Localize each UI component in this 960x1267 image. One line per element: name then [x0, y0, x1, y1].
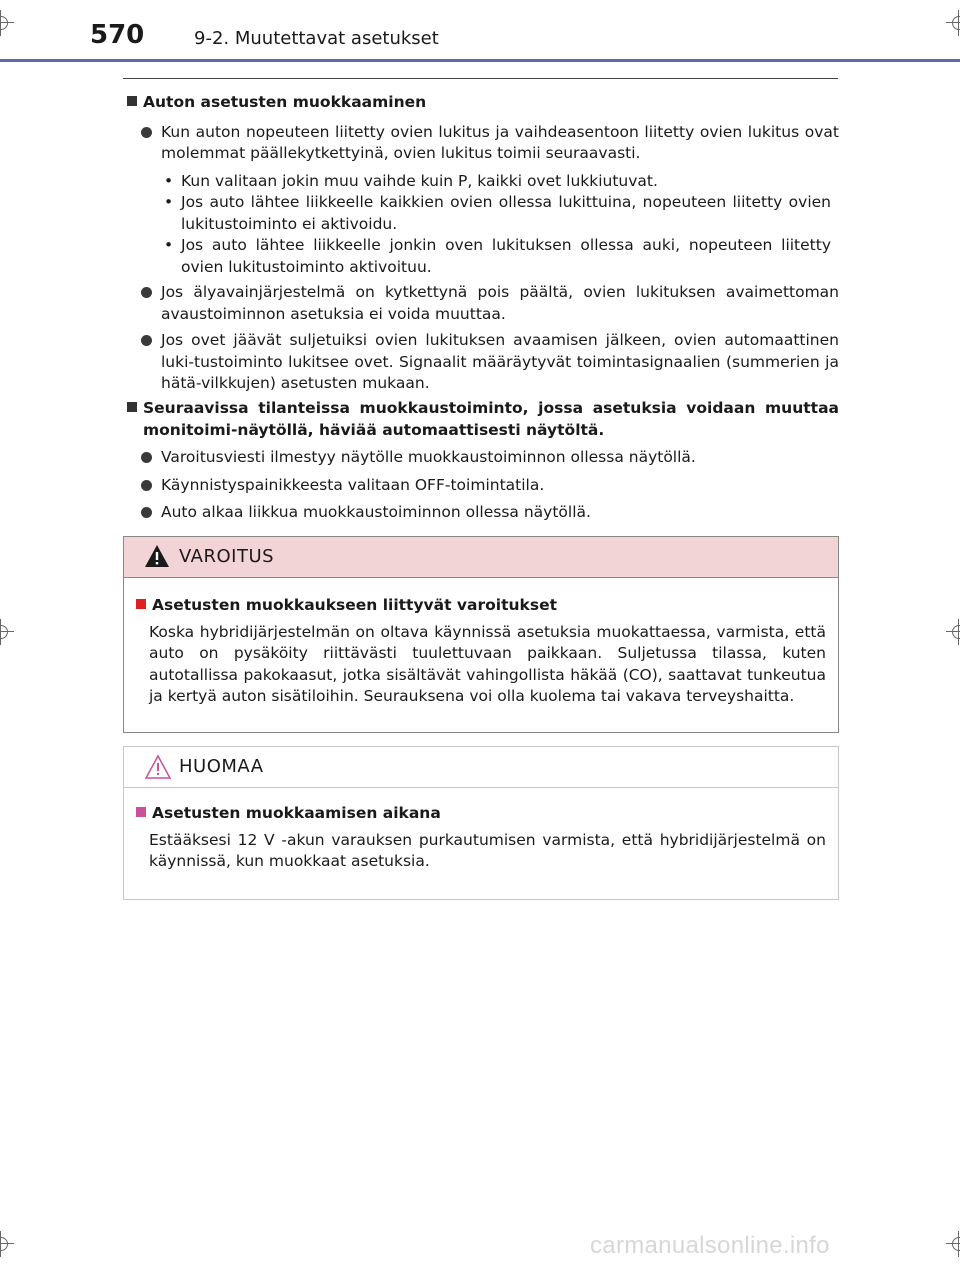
section-1-bullet-1: Kun auton nopeuteen liitetty ovien lukitus ja vaihdeasentoon liitetty ovien lukitus ovat molemmat päällekytkettyinä, ovien lukitus toimii seuraavasti.: [141, 122, 839, 165]
sublist-item-2: • Jos auto lähtee liikkeelle kaikkien ovien ollessa lukittuina, nopeuteen liitetty ovien lukitustoiminto ei aktivoidu.: [164, 193, 831, 233]
round-bullet-icon: [141, 480, 152, 491]
notice-body: [136, 803, 826, 873]
section-2-heading: Seuraavissa tilanteissa muokkaustoiminto, jossa asetuksia voidaan muuttaa monitoimi-näytöllä, häviää automaattisesti näytöltä.: [127, 398, 839, 441]
notice-box-header: [124, 747, 838, 788]
section-2-bullet-3: Auto alkaa liikkua muokkaustoiminnon ollessa näytöllä.: [141, 502, 839, 524]
watermark: carmanualsonline.info: [590, 1232, 830, 1259]
section-1-sublist: [161, 171, 831, 279]
warning-triangle-icon: [144, 544, 170, 568]
section-2-bullet-2: Käynnistyspainikkeesta valitaan OFF-toimintatila.: [141, 475, 839, 497]
registration-mark-bottom-right: [946, 1231, 960, 1257]
notice-triangle-icon: [144, 754, 172, 780]
registration-mark-bottom-left: [0, 1231, 14, 1257]
section-1-heading: Auton asetusten muokkaaminen: [127, 92, 839, 114]
square-bullet-icon: [127, 402, 137, 412]
section-1: [127, 92, 839, 395]
sublist-item-3: • Jos auto lähtee liikkeelle jonkin oven lukituksen ollessa auki, nopeuteen liitetty ovien lukitustoiminto aktivoituu.: [164, 236, 831, 276]
header-rule: [0, 59, 960, 62]
section-2-bullet-1: Varoitusviesti ilmestyy näytölle muokkaustoiminnon ollessa näytöllä.: [141, 447, 839, 469]
warning-box: [123, 536, 839, 733]
square-bullet-icon: [127, 96, 137, 106]
round-bullet-icon: [141, 127, 152, 138]
square-bullet-icon: [136, 807, 146, 817]
warning-body: [136, 595, 826, 708]
content-top-rule: [123, 78, 838, 79]
section-2: [127, 398, 839, 524]
round-bullet-icon: [141, 452, 152, 463]
sublist-item-1: • Kun valitaan jokin muu vaihde kuin P, kaikki ovet lukkiutuvat.: [164, 171, 658, 190]
registration-mark-top-left: [0, 10, 14, 36]
notice-heading: Asetusten muokkaamisen aikana: [136, 803, 826, 825]
notice-text: Estääksesi 12 V -akun varauksen purkautumisen varmista, että hybridijärjestelmä on käynnissä, kun muokkaat asetuksia.: [149, 830, 826, 870]
registration-mark-mid-left: [0, 619, 14, 645]
warning-label: VAROITUS: [179, 546, 275, 567]
round-bullet-icon: [141, 335, 152, 346]
round-bullet-icon: [141, 287, 152, 298]
round-bullet-icon: [141, 507, 152, 518]
warning-text: Koska hybridijärjestelmän on oltava käynnissä asetuksia muokattaessa, varmista, että auto on pysäköity riittävästi tuulettuvaan paikkaan. Suljetussa tilassa, kuten autotallissa pakokaasut, jotka sisältävät vahingollista häkää (CO), saattavat tunkeutua ja kertyä auton sisätiloihin. Seurauksena voi olla kuolema tai vakava terveyshaitta.: [149, 622, 826, 705]
warning-heading: Asetusten muokkaukseen liittyvät varoitukset: [136, 595, 826, 617]
section-1-bullet-2: Jos älyavainjärjestelmä on kytkettynä pois päältä, ovien lukituksen avaimettoman avaustoiminnon asetuksia ei voida muuttaa.: [141, 282, 839, 325]
warning-box-header: [124, 537, 838, 578]
notice-label: HUOMAA: [179, 756, 264, 777]
square-bullet-icon: [136, 599, 146, 609]
chapter-title: 9-2. Muutettavat asetukset: [194, 28, 439, 49]
notice-box: [123, 746, 839, 900]
section-1-bullet-3: Jos ovet jäävät suljetuiksi ovien lukituksen avaamisen jälkeen, ovien automaattinen luki-tustoiminto lukitsee ovet. Signaalit määräytyvät toimintasignaalien (summerien ja hätä-vilkkujen) asetusten mukaan.: [141, 330, 839, 395]
registration-mark-top-right: [946, 10, 960, 36]
registration-mark-mid-right: [946, 619, 960, 645]
page-number: 570: [90, 20, 145, 50]
